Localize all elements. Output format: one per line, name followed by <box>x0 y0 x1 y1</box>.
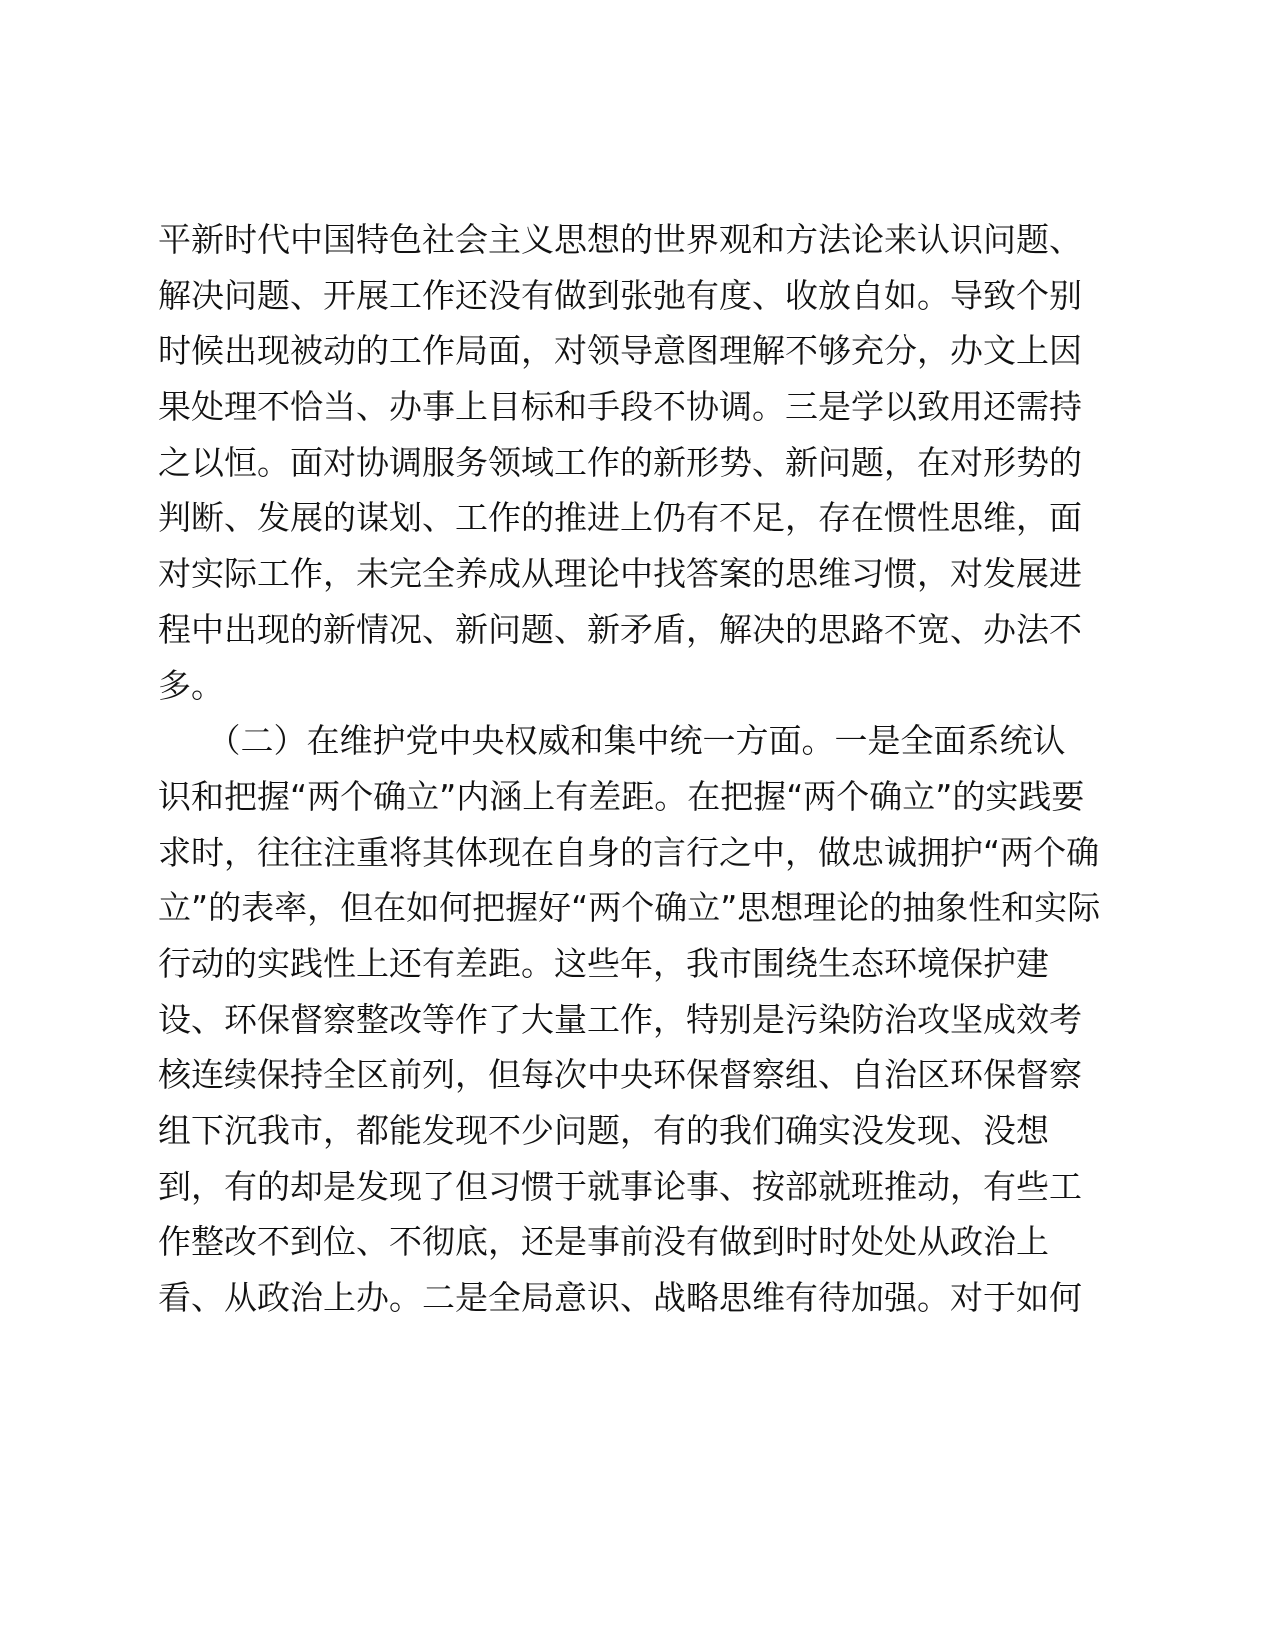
text-line: 时候出现被动的工作局面，对领导意图理解不够充分，办文上因 <box>158 331 1082 371</box>
text-line: 多。 <box>158 665 224 705</box>
body-text <box>158 212 1101 1326</box>
text-line: 核连续保持全区前列，但每次中央环保督察组、自治区环保督察 <box>158 1055 1082 1095</box>
text-line: 看、从政治上办。二是全局意识、战略思维有待加强。对于如何 <box>158 1278 1082 1318</box>
text-line: 立”的表率，但在如何把握好“两个确立”思想理论的抽象性和实际 <box>158 888 1101 928</box>
text-line: 组下沉我市，都能发现不少问题，有的我们确实没发现、没想 <box>158 1111 1049 1150</box>
text-line: 对实际工作，未完全养成从理论中找答案的思维习惯，对发展进 <box>158 554 1082 594</box>
text-line: 判断、发展的谋划、工作的推进上仍有不足，存在惯性思维，面 <box>158 498 1082 538</box>
section-heading-line: （二）在维护党中央权威和集中统一方面。一是全面系统认 <box>158 721 1066 761</box>
text-line: 作整改不到位、不彻底，还是事前没有做到时时处处从政治上 <box>158 1222 1049 1262</box>
text-line: 解决问题、开展工作还没有做到张弛有度、收放自如。导致个别 <box>158 275 1082 315</box>
text-line: 行动的实践性上还有差距。这些年，我市围绕生态环境保护建 <box>158 943 1049 983</box>
text-line: 识和把握“两个确立”内涵上有差距。在把握“两个确立”的实践要 <box>158 776 1085 816</box>
text-line: 设、环保督察整改等作了大量工作，特别是污染防治攻坚成效考 <box>158 999 1082 1039</box>
text-line: 之以恒。面对协调服务领域工作的新形势、新问题，在对形势的 <box>158 442 1082 482</box>
text-line: 到，有的却是发现了但习惯于就事论事、按部就班推动，有些工 <box>158 1166 1082 1206</box>
text-line: 求时，往往注重将其体现在自身的言行之中，做忠诚拥护“两个确 <box>158 832 1100 872</box>
text-line: 果处理不恰当、办事上目标和手段不协调。三是学以致用还需持 <box>158 387 1082 427</box>
text-line: 平新时代中国特色社会主义思想的世界观和方法论来认识问题、 <box>158 220 1082 259</box>
text-line: 程中出现的新情况、新问题、新矛盾，解决的思路不宽、办法不 <box>158 609 1082 649</box>
